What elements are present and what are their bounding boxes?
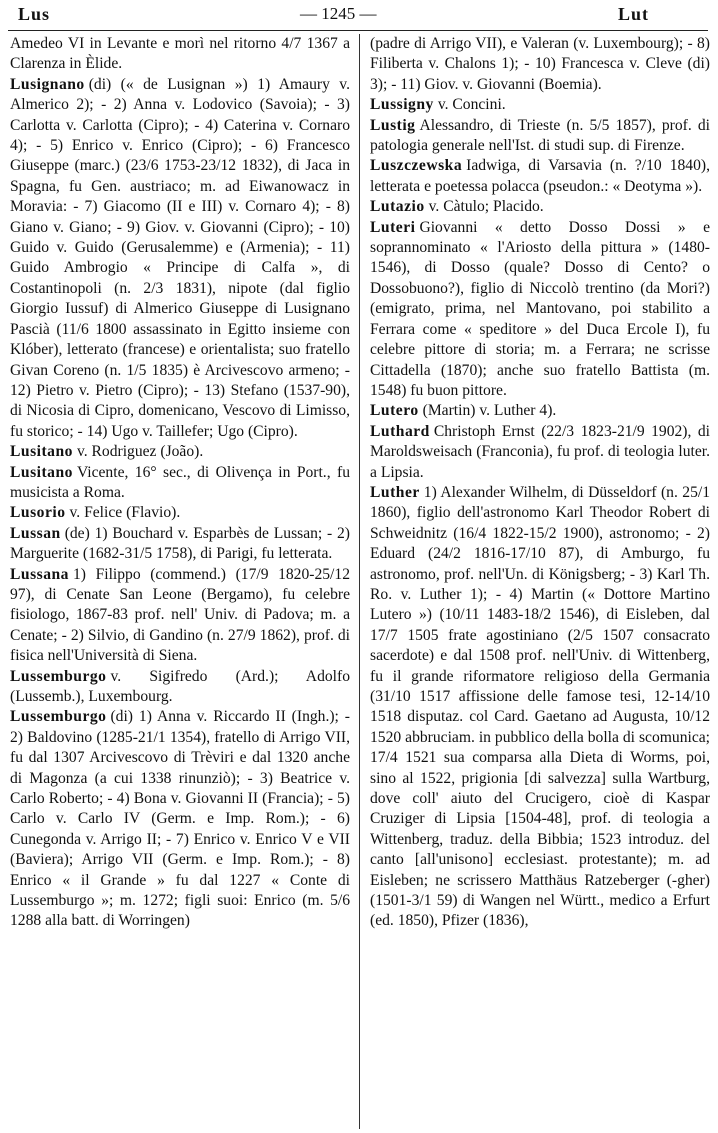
entry-text: v. Càtulo; Placido.	[428, 198, 544, 216]
header-rule	[8, 30, 708, 31]
dictionary-entry	[370, 156, 710, 197]
dictionary-entry	[370, 422, 710, 483]
dictionary-entry	[370, 95, 710, 115]
entry-headword: Lusorio	[10, 504, 66, 522]
entry-headword: Lussemburgo	[10, 667, 107, 685]
entry-headword: Luthard	[370, 422, 430, 440]
entry-text: v. Concini.	[437, 96, 506, 114]
entry-headword: Lusitano	[10, 443, 73, 461]
page-header	[0, 0, 718, 30]
entry-headword: Lussemburgo	[10, 708, 107, 726]
entry-text: Amedeo VI in Levante e morì nel ritorno 4/7 1367 a Clarenza in Èlide.	[10, 35, 350, 73]
right-column	[370, 34, 710, 932]
column-divider	[359, 34, 360, 1129]
entry-headword: Lussigny	[370, 96, 434, 114]
entry-text: Iadwiga, di Varsavia (n. ?/10 1840), letterata e poetessa polacca (pseudon.: « Deotyma »).	[370, 157, 710, 195]
entry-text: (di) 1) Anna v. Riccardo II (Ingh.); - 2) Baldovino (1285-21/1 1354), fratello di Arrigo VII, fu dal 1307 Arcivescovo di Trèviri e dal 1320 anche di Magonza (a cui 1338 rinunziò); - 3) Beatrice v. Carlo Roberto; - 4) Bona v. Giovanni II (Francia); - 5) Carlo v. Carlo IV (Germ. e Imp. Rom.); - 6) Cunegonda v. Arrigo II; - 7) Enrico v. Enrico V e VII (Baviera); Arrigo VII (Germ. e Imp. Rom.); - 8) Enrico « il Grande » fu dal 1227 « Conte di Lussemburgo »; m. 1272; figli suoi: Enrico (m. 5/6 1288 alla batt. di Worringen)	[10, 708, 350, 930]
entry-text: Vicente, 16° sec., di Olivença in Port., fu musicista a Roma.	[10, 463, 350, 501]
entry-headword: Luszczewska	[370, 157, 463, 175]
entry-headword: Luteri	[370, 218, 416, 236]
entry-headword: Lussan	[10, 524, 61, 542]
entry-text: (padre di Arrigo VII), e Valeran (v. Luxembourg); - 8) Filiberta v. Chalons 1); - 10) Francesca v. Cleve (di) 3); - 11) Giov. v. Giovanni (Boemia).	[370, 35, 710, 93]
entry-text: Giovanni « detto Dosso Dossi » e soprannominato « l'Ariosto della pittura » (1480-1546), di Dosso (quale? Dosso di Cento? o Dossobuono?), figlio di Niccolò trentino (da Mori?) (emigrato, prima, nel Mantovano, poi stabilito a Ferrara come « speditore » del Duca Ercole I), fu celebre pittore di storia; m. a Ferrara; ne scrisse Cittadella (1870); anche suo fratello Battista (m. 1548) fu buon pittore.	[370, 218, 710, 399]
dictionary-entry	[10, 565, 350, 667]
entry-text: 1) Alexander Wilhelm, di Düsseldorf (n. 25/1 1860), figlio dell'astronomo Karl Theodor Robert di Schweidnitz (16/4 1822-15/2 1900), astronomo; - 2) Eduard (24/2 1816-17/10 87), di Amburgo, fu astronomo, prof. nell'Un. di Königsberg; - 3) Karl Th. Ro. v. Luther 1); - 4) Martin (« Dottore Martino Lutero ») (10/11 1483-18/2 1546), di Eisleben, dal 17/7 1505 frate agostiniano (2/5 1507 consacrato sacerdote) e dal 1508 prof. nell'Univ. di Wittenberg, fu il grande riformatore religioso della Germania (31/10 1517 affissione delle famose tesi, 12-14/10 1518 disputaz. col Card. Gaetano ad Augusta, 10/12 1520 abbruciam. in pubblico della bolla di scomunica; 17/4 1521 sua comparsa alla Dieta di Worms, poi, sino al 1522, prigionia [di salvezza] sulla Wartburg, dove coll' aiuto del Crucigero, cioè di Kaspar Cruziger di Lipsia [1504-48], prof. di teologia a Wittenberg, traduz. della Bibbia; 1523 introduz. del canto [all'unisono] ecclesiast. protestante); m. ad Eisleben; ne scrissero Matthäus Ratzeberger (-gher) (1501-3/1 59) di Wangen nel Württ., medico a Erfurt (ed. 1850), Pfizer (1836),	[370, 483, 710, 930]
entry-text: Alessandro, di Trieste (n. 5/5 1857), prof. di patologia generale nell'Ist. di studi sup. di Firenze.	[370, 116, 710, 155]
entry-text: v. Rodriguez (João).	[76, 443, 204, 461]
dictionary-entry	[370, 34, 710, 95]
header-left-guideword: Lus	[18, 4, 51, 24]
entry-headword: Lusitano	[10, 463, 73, 481]
dictionary-entry	[10, 524, 350, 565]
dictionary-entry	[370, 116, 710, 157]
entry-headword: Lutazio	[370, 198, 425, 216]
dictionary-entry	[370, 483, 710, 932]
dictionary-entry	[10, 503, 350, 523]
entry-headword: Lustig	[370, 116, 416, 134]
entry-headword: Lutero	[370, 402, 419, 420]
entry-headword: Lusignano	[10, 75, 85, 93]
entry-text: v. Felice (Flavio).	[69, 504, 181, 522]
dictionary-entry	[370, 401, 710, 421]
dictionary-entry	[370, 218, 710, 402]
entry-text: v. Sigifredo (Ard.); Adolfo (Lussemb.), Luxembourg.	[10, 667, 350, 705]
dictionary-entry	[10, 707, 350, 931]
dictionary-entry	[10, 75, 350, 442]
header-right-guideword: Lut	[618, 4, 650, 24]
dictionary-entry	[10, 667, 350, 708]
entry-text: 1) Filippo (commend.) (17/9 1820-25/12 97), di Cenate San Leone (Bergamo), fu celebre fisiologo, 1867-83 prof. nell' Univ. di Padova; m. a Cenate; - 2) Silvio, di Gandino (n. 27/9 1862), prof. di fisica nell'Università di Siena.	[10, 565, 350, 665]
dictionary-entry	[10, 442, 350, 462]
entry-text: (Martin) v. Luther 4).	[422, 402, 557, 420]
dictionary-entry	[10, 463, 350, 504]
page-number: — 1245 —	[300, 4, 377, 23]
dictionary-entry	[10, 34, 350, 75]
entry-headword: Luther	[370, 483, 420, 501]
entry-text: (de) 1) Bouchard v. Esparbès de Lussan; - 2) Marguerite (1682-31/5 1758), di Parigi, fu letterata.	[10, 524, 350, 563]
dictionary-entry	[370, 197, 710, 217]
entry-headword: Lussana	[10, 565, 69, 583]
entry-text: (di) (« de Lusignan ») 1) Amaury v. Almerico 2); - 2) Anna v. Lodovico (Savoia); - 3) Carlotta v. Carlotta (Cipro); - 4) Caterina v. Cornaro 4); - 5) Enrico v. Enrico (Cipro); - 6) Francesco Giuseppe (marc.) (23/6 1753-23/12 1832), di Jaca in Spagna, fu Gen. austriaco; m. ad Eiwanowacz in Moravia: - 7) Giacomo (II e III) v. Cornaro 4); - 8) Giano v. Giano; - 9) Giov. v. Giovanni (Cipro); - 10) Guido v. Guido (Gerusalemme) e (Armenia); - 11) Guido Ambrogio « Principe di Calfa », di Costantinopoli (n. 2/3 1831), nipote (dal figlio Giorgio Iussuf) di Almerico Giuseppe di Lusignano Pascià (11/6 1800 assassinato in Egitto insieme con Klóber), letterato (francese) e orientalista; suo fratello Givan Coreno (n. 1/5 1835) è Arcivescovo armeno; - 12) Pietro v. Pietro (Cipro); - 13) Stefano (1537-90), di Nicosia di Cipro, domenicano, Vescovo di Limisso, fu storico; - 14) Ugo v. Taillefer; Ugo (Cipro).	[10, 75, 350, 440]
left-column	[10, 34, 350, 932]
entry-text: Christoph Ernst (22/3 1823-21/9 1902), di Maroldsweisach (Franconia), fu prof. di teologia luter. a Lipsia.	[370, 422, 710, 481]
